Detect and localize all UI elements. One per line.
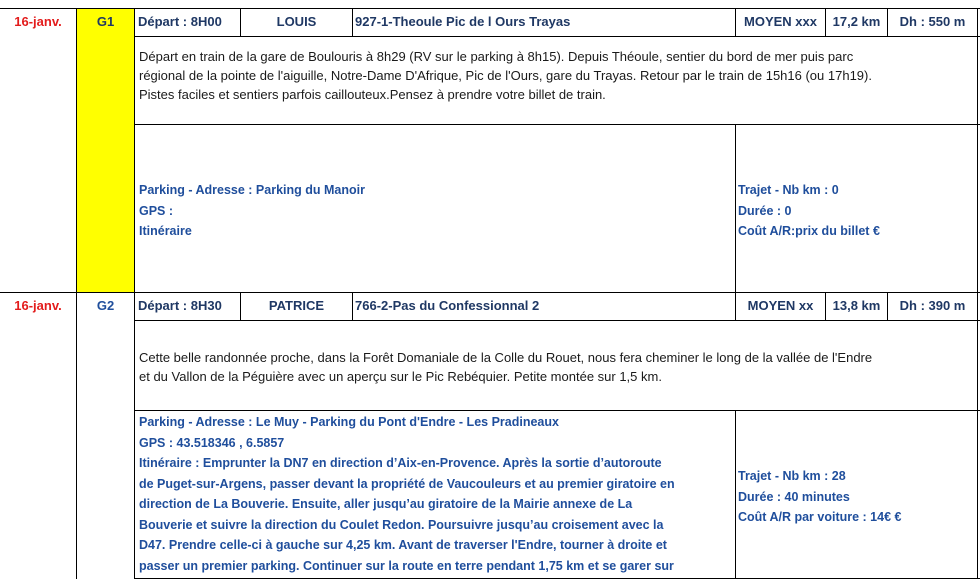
distance-cell: 17,2 km <box>832 14 881 29</box>
g1-highlight <box>76 9 134 292</box>
date-cell: 16-janv. <box>14 14 62 29</box>
group-cell: G1 <box>96 14 115 29</box>
trip-info: Trajet - Nb km : 0 Durée : 0 Coût A/R:prix du billet € <box>738 183 880 238</box>
leader-cell: PATRICE <box>268 298 325 313</box>
leader-cell: LOUIS <box>276 14 317 29</box>
depart-cell: Départ : 8H00 <box>138 14 222 29</box>
distance-cell: 13,8 km <box>832 298 881 313</box>
description-text: Cette belle randonnée proche, dans la Forêt Domaniale de la Colle du Rouet, nous fera cheminer le long de la vallée de l'Endre et du Vallon de la Péguière avec un aperçu sur le Pic Rebéquier. Petite montée sur 1,5 km. <box>139 350 873 384</box>
parking-info: Parking - Adresse : Le Muy - Parking du Pont d'Endre - Les Pradineaux GPS : 43.518346 , 6.5857 Itinéraire : Emprunter la DN7 en direction d’Aix-en-Provence. Après la sortie d’autoroute de Puget-sur-Argens, passer devant la propriété de Vaucouleurs et au premier giratoire en direction de La Bouverie. Ensuite, aller jusqu’au giratoire de la Mairie annexe de La Bouverie et suivre la direction du Coulet Redon. Poursuivre jusqu’au croisement avec la D47. Prendre celle-ci à gauche sur 4,25 km. Avant de traverser l'Endre, tourner à droite et passer un premier parking. Continuer sur la route en terre pendant 1,75 km et se garer sur <box>139 415 675 573</box>
route-cell: 766-2-Pas du Confessionnal 2 <box>355 298 540 313</box>
description-text: Départ en train de la gare de Boulouris à 8h29 (RV sur le parking à 8h15). Depuis Théoule, sentier du bord de mer puis parc régional de la pointe de l'aiguille, Notre-Dame D'Afrique, Pic de l'Ours, gare du Trayas. Retour par le train de 15h16 (ou 17h19). Pistes faciles et sentiers parfois caillouteux.Pensez à prendre votre billet de train. <box>139 49 872 102</box>
parking-info: Parking - Adresse : Parking du Manoir GPS : Itinéraire <box>139 183 365 238</box>
depart-cell: Départ : 8H30 <box>138 298 222 313</box>
elevation-cell: Dh : 550 m <box>899 14 966 29</box>
date-cell: 16-janv. <box>14 298 62 313</box>
elevation-cell: Dh : 390 m <box>899 298 966 313</box>
route-cell: 927-1-Theoule Pic de l Ours Trayas <box>355 14 571 29</box>
group-cell: G2 <box>96 298 115 313</box>
level-cell: MOYEN xx <box>747 298 814 313</box>
trip-info: Trajet - Nb km : 28 Durée : 40 minutes Coût A/R par voiture : 14€ € <box>738 469 902 524</box>
level-cell: MOYEN xxx <box>744 14 817 29</box>
